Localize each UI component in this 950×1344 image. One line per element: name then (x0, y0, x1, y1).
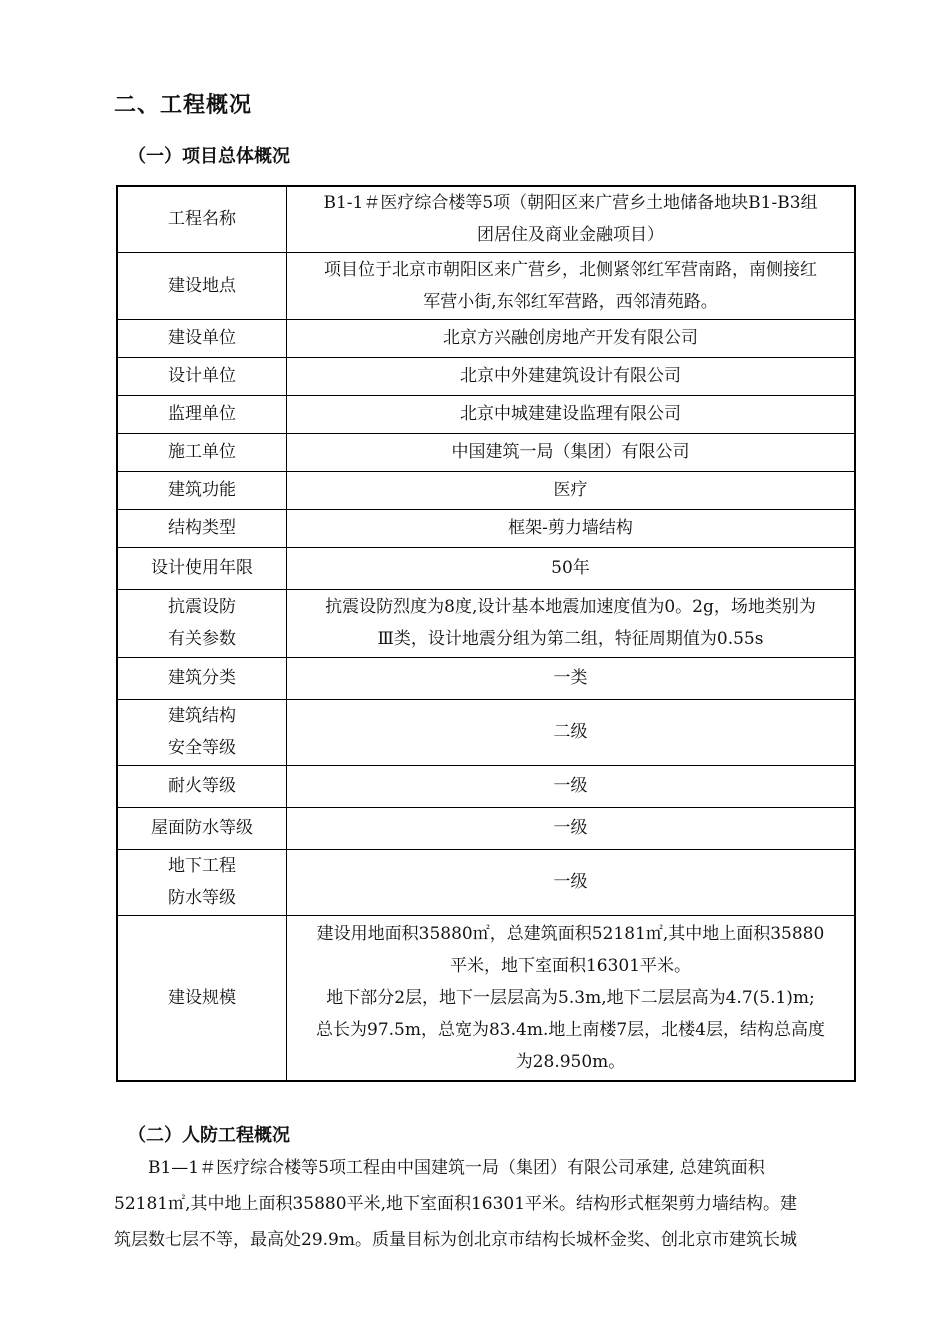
row-value (287, 357, 856, 395)
row-label (117, 915, 287, 1081)
row-value (287, 433, 856, 471)
subsection-title-civil-defense: （二）人防工程概况 (128, 1125, 290, 1146)
row-value (287, 657, 856, 699)
row-value (287, 807, 856, 849)
row-label (117, 357, 287, 395)
row-value (287, 186, 856, 252)
row-value-line: 抗震设防烈度为8度,设计基本地震加速度值为0。2g，场地类别为 (325, 597, 816, 617)
table-row (117, 765, 855, 807)
row-label-line: 工程名称 (168, 209, 236, 230)
row-label-line: 建设地点 (168, 275, 236, 296)
row-label-line: 设计使用年限 (151, 558, 253, 578)
table-row (117, 849, 855, 915)
row-value-line: 平米，地下室面积16301平米。 (449, 955, 692, 976)
row-label (117, 547, 287, 589)
table-row (117, 252, 855, 319)
row-label (117, 849, 287, 915)
row-value-line: 为28.950m。 (515, 1051, 626, 1072)
row-value (287, 471, 856, 509)
row-value (287, 589, 856, 657)
row-value-line: 中国建筑一局（集团）有限公司 (451, 442, 690, 462)
row-label (117, 699, 287, 765)
paragraph-line: 筑层数七层不等，最高处29.9m。质量目标为创北京市结构长城杯金奖、创北京市建筑长城 (114, 1230, 797, 1250)
subsection-title-overview: （一）项目总体概况 (128, 146, 290, 167)
row-label (117, 509, 287, 547)
row-label (117, 765, 287, 807)
row-label-line: 建设规模 (168, 987, 236, 1008)
row-label (117, 433, 287, 471)
row-value-line: 总长为97.5m，总宽为83.4m.地上南楼7层，北楼4层，结构总高度 (316, 1019, 825, 1040)
row-label-line: 设计单位 (168, 366, 236, 386)
row-value-line: 一级 (553, 776, 588, 796)
row-label (117, 395, 287, 433)
row-value-line: 建设用地面积35880㎡，总建筑面积52181㎡,其中地上面积35880 (316, 923, 825, 944)
table-row (117, 509, 855, 547)
row-value-line: 二级 (553, 722, 588, 742)
row-label-line: 施工单位 (168, 442, 236, 462)
row-value-line: 医疗 (553, 480, 588, 500)
table-row (117, 471, 855, 509)
row-label (117, 807, 287, 849)
row-value-line: 北京中外建建筑设计有限公司 (460, 366, 681, 386)
row-label (117, 657, 287, 699)
row-value (287, 509, 856, 547)
row-value-line: 军营小街,东邻红军营路，西邻清苑路。 (423, 291, 718, 312)
paragraph-line: 52181㎡,其中地上面积35880平米,地下室面积16301平米。结构形式框架剪力墙结构。建 (114, 1194, 798, 1214)
row-value-line: 团居住及商业金融项目） (477, 225, 664, 246)
row-value-line: 北京方兴融创房地产开发有限公司 (443, 328, 698, 348)
row-value-line: 一级 (553, 818, 588, 838)
civil-defense-paragraph (114, 1150, 859, 1258)
row-label (117, 589, 287, 657)
row-value (287, 395, 856, 433)
row-label-line: 地下工程 (168, 856, 236, 876)
row-label (117, 471, 287, 509)
project-info-table (116, 185, 856, 1082)
table-row (117, 547, 855, 589)
row-value (287, 765, 856, 807)
row-value-line: 地下部分2层，地下一层层高为5.3m,地下二层层高为4.7(5.1)m; (326, 987, 815, 1008)
row-label-line: 建设单位 (168, 328, 236, 348)
paragraph-line: B1—1＃医疗综合楼等5项工程由中国建筑一局（集团）有限公司承建, 总建筑面积 (148, 1158, 765, 1178)
row-label-line: 建筑分类 (168, 668, 236, 688)
row-value-line: 一级 (553, 872, 588, 892)
row-value (287, 547, 856, 589)
row-value (287, 915, 856, 1081)
row-value-line: 项目位于北京市朝阳区来广营乡，北侧紧邻红军营南路，南侧接红 (324, 259, 817, 280)
row-label-line: 结构类型 (168, 518, 236, 538)
row-label (117, 186, 287, 252)
row-value (287, 699, 856, 765)
table-row (117, 186, 855, 252)
table-row (117, 589, 855, 657)
row-label (117, 319, 287, 357)
row-value-line: B1-1＃医疗综合楼等5项（朝阳区来广营乡土地储备地块B1-B3组 (323, 193, 818, 214)
row-value-line: 框架-剪力墙结构 (508, 518, 633, 538)
row-value-line: 50年 (551, 558, 590, 578)
row-label-line: 屋面防水等级 (151, 818, 253, 838)
row-label-line: 耐火等级 (168, 776, 236, 796)
row-label-line: 监理单位 (168, 404, 236, 424)
table-row (117, 699, 855, 765)
table-row (117, 915, 855, 1081)
table-row (117, 433, 855, 471)
row-value-line: 北京中城建建设监理有限公司 (460, 404, 681, 424)
row-value-line: Ⅲ类，设计地震分组为第二组，特征周期值为0.55s (377, 629, 764, 649)
section-heading: 二、工程概况 (114, 93, 253, 118)
row-label (117, 252, 287, 319)
table-row (117, 357, 855, 395)
table-row (117, 319, 855, 357)
row-value (287, 849, 856, 915)
row-label-line: 防水等级 (168, 888, 236, 908)
row-value (287, 319, 856, 357)
row-value-line: 一类 (553, 668, 588, 688)
row-label-line: 安全等级 (168, 738, 236, 758)
row-label-line: 有关参数 (168, 629, 236, 649)
row-label-line: 建筑结构 (168, 706, 236, 726)
table-row (117, 395, 855, 433)
row-value (287, 252, 856, 319)
table-row (117, 657, 855, 699)
row-label-line: 抗震设防 (168, 597, 236, 617)
row-label-line: 建筑功能 (168, 480, 236, 500)
table-row (117, 807, 855, 849)
